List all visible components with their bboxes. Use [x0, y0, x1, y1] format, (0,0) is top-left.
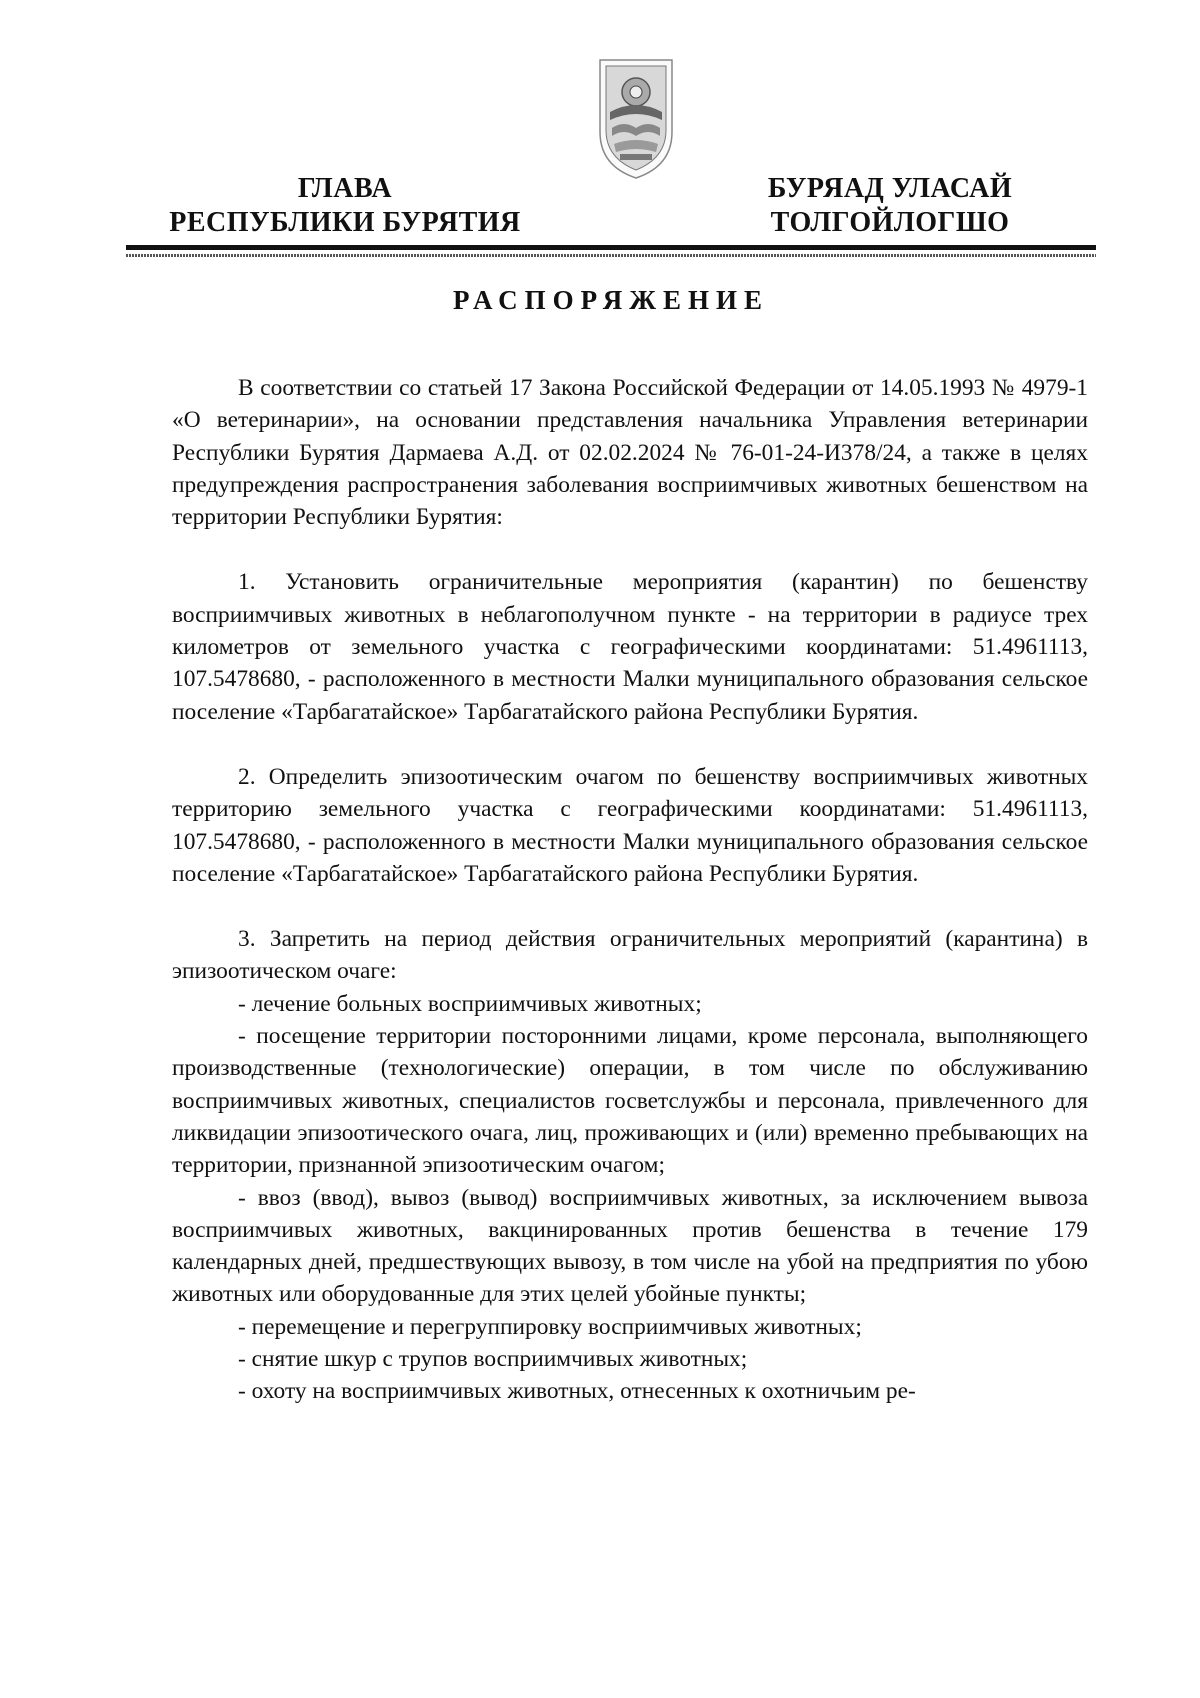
list-item: - охоту на восприимчивых животных, отнесенных к охотничьим ре-	[238, 1378, 916, 1405]
list-item: - снятие шкур с трупов восприимчивых животных;	[238, 1346, 748, 1373]
header-left-block	[160, 172, 530, 240]
list-item: - лечение больных восприимчивых животных;	[238, 990, 702, 1017]
point-3-paragraph: 3. Запретить на период действия ограничительных мероприятий (карантина) в эпизоотическом очаге:	[172, 926, 1088, 985]
preamble-paragraph: В соответствии со статьей 17 Закона Российской Федерации от 14.05.1993 № 4979-1 «О ветеринарии», на основании представления начальника Управления ветеринарии Республики Бурятия Дармаева А.Д. от 02.02.2024 № 76-01-24-И378/24, а также в целях предупреждения распространения заболевания восприимчивых животных бешенством на территории Республики Бурятия:	[172, 375, 1088, 531]
header-right-line1: БУРЯАД УЛАСАЙ	[767, 173, 1013, 204]
header-right-block	[745, 172, 1035, 240]
point-2-paragraph: 2. Определить эпизоотическим очагом по бешенству восприимчивых животных территорию земельного участка с географическими координатами: 51.4961113, 107.5478680, - расположенного в местности Малки муниципального образования сельское поселение «Тарбагатайское» Тарбагатайского района Республики Бурятия.	[172, 763, 1088, 887]
header-left-line1: ГЛАВА	[297, 173, 393, 204]
header-right-line2: ТОЛГОЙЛОГШО	[770, 207, 1010, 238]
document-title: РАСПОРЯЖЕНИЕ	[452, 285, 770, 315]
coat-of-arms-emblem	[590, 54, 682, 182]
header-left-line2: РЕСПУБЛИКИ БУРЯТИЯ	[169, 207, 521, 238]
document-body	[172, 372, 1088, 1408]
header-divider-thin	[126, 254, 1096, 257]
list-item: - посещение территории посторонними лицами, кроме персонала, выполняющего производственные (технологические) операции, в том числе по обслуживанию восприимчивых животных, специалистов госветслужбы и персонала, привлеченного для ликвидации эпизоотического очага, лиц, проживающих и (или) временно пребывающих на территории, признанной эпизоотическим очагом;	[172, 1023, 1088, 1179]
header-divider-thick	[126, 245, 1096, 250]
list-item: - ввоз (ввод), вывоз (вывод) восприимчивых животных, за исключением вывоза восприимчивых животных, вакцинированных против бешенства в течение 179 календарных дней, предшествующих вывозу, в том числе на убой на предприятия по убою животных или оборудованные для этих целей убойные пункты;	[172, 1184, 1088, 1308]
list-item: - перемещение и перегруппировку восприимчивых животных;	[238, 1313, 862, 1340]
point-1-paragraph: 1. Установить ограничительные мероприятия (карантин) по бешенству восприимчивых животных в неблагополучном пункте - на территории в радиусе трех километров от земельного участка с географическими координатами: 51.4961113, 107.5478680, - расположенного в местности Малки муниципального образования сельское поселение «Тарбагатайское» Тарбагатайского района Республики Бурятия.	[172, 569, 1088, 725]
